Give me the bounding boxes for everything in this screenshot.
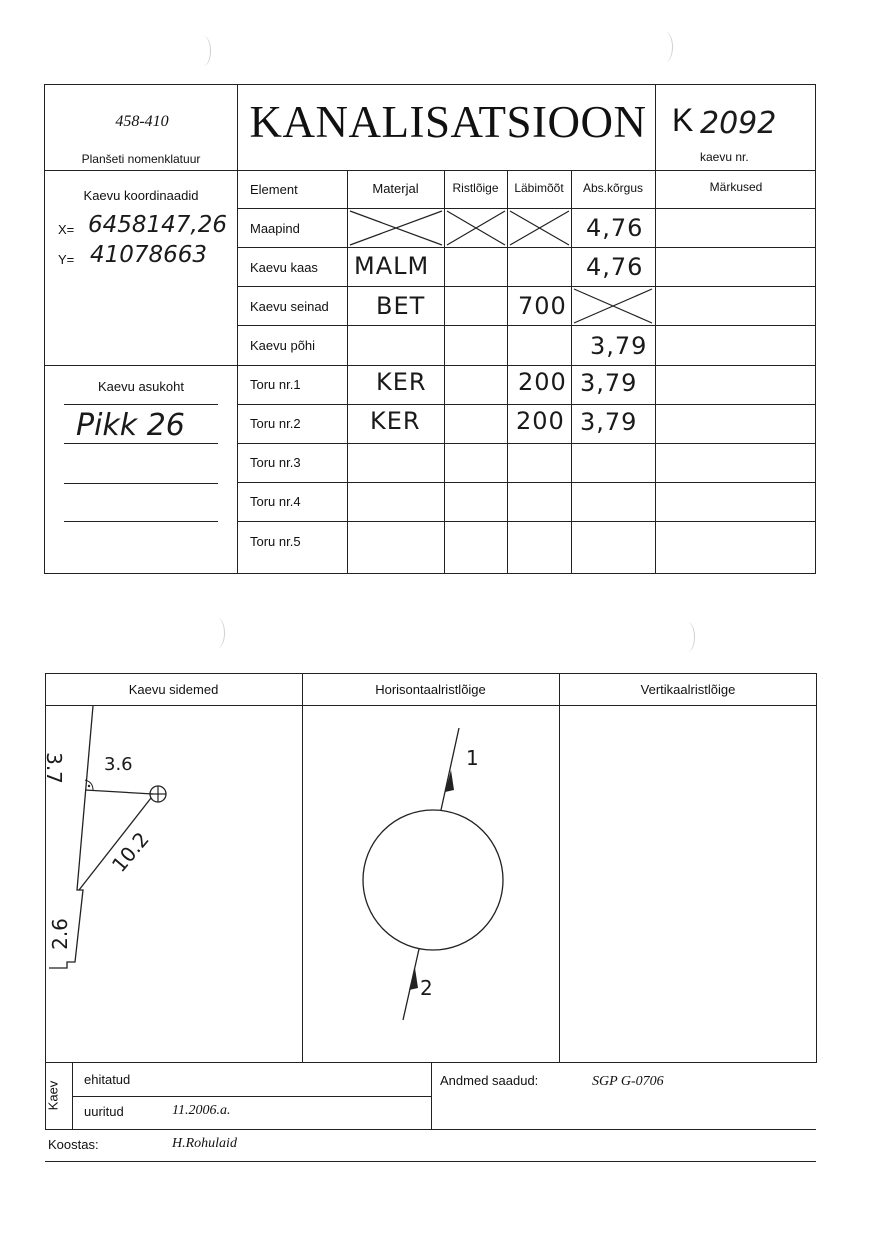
- row-abs: 3,79: [580, 408, 638, 436]
- tie-left-bottom: 2.6: [47, 918, 72, 950]
- built-label: ehitatud: [84, 1072, 131, 1087]
- maapind-cross-marks: [347, 208, 571, 248]
- location-value: Pikk 26: [76, 408, 185, 443]
- well-number: 2092: [700, 106, 777, 141]
- tie-top: 3.6: [104, 754, 133, 775]
- row-abs: 3,79: [590, 332, 648, 360]
- x-label: X=: [58, 222, 75, 237]
- surveyed-value: 11.2006.a.: [172, 1103, 231, 1118]
- panel-title-vertical: Vertikaalristlõige: [640, 682, 736, 697]
- y-value: 41078663: [90, 242, 208, 268]
- row-abs: 4,76: [586, 214, 644, 242]
- row-element: Toru nr.2: [250, 416, 301, 431]
- col-header-notes: Märkused: [709, 180, 763, 194]
- row-element: Maapind: [250, 221, 300, 236]
- row-element: Kaevu põhi: [250, 338, 316, 353]
- row-material: KER: [370, 407, 421, 435]
- panel-title-horizontal: Horisontaalristlõige: [375, 682, 486, 697]
- row-diameter: 200: [516, 407, 565, 435]
- punch-hole: [680, 622, 695, 652]
- row-material: BET: [376, 292, 426, 320]
- pipe-2-label: 2: [420, 976, 433, 1000]
- compiled-value: H.Rohulaid: [172, 1136, 237, 1151]
- row-abs: 4,76: [586, 253, 644, 281]
- col-header-element: Element: [250, 182, 298, 197]
- row-element: Kaevu seinad: [250, 299, 329, 314]
- well-label: kaevu nr.: [700, 150, 749, 164]
- coordinates-label: Kaevu koordinaadid: [83, 188, 199, 203]
- well-ties-sketch: [45, 706, 302, 1062]
- footer-side-label: Kaev: [45, 1080, 61, 1111]
- row-element: Toru nr.1: [250, 377, 301, 392]
- data-source-value: SGP G-0706: [592, 1074, 664, 1089]
- location-label: Kaevu asukoht: [97, 379, 184, 394]
- y-label: Y=: [58, 252, 75, 267]
- punch-hole: [658, 32, 673, 62]
- nomenclature-value: 458-410: [115, 113, 169, 130]
- row-material: KER: [376, 368, 427, 396]
- row-element: Kaevu kaas: [250, 260, 318, 275]
- col-header-section: Ristlõige: [452, 181, 499, 195]
- row-element: Toru nr.4: [250, 494, 301, 509]
- seinad-abs-cross-mark: [571, 286, 655, 326]
- surveyed-label: uuritud: [84, 1104, 124, 1119]
- row-diameter: 200: [518, 368, 567, 396]
- punch-hole: [210, 618, 225, 648]
- pipe-1-label: 1: [466, 746, 479, 770]
- x-value: 6458147,26: [88, 212, 228, 238]
- row-material: MALM: [354, 252, 430, 280]
- horizontal-section-sketch: [303, 706, 559, 1062]
- row-element: Toru nr.5: [250, 534, 301, 549]
- row-abs: 3,79: [580, 369, 638, 397]
- row-diameter: 700: [518, 292, 567, 320]
- tie-left-top: 3.7: [41, 752, 66, 784]
- data-source-label: Andmed saadud:: [440, 1073, 539, 1088]
- col-header-diameter: Läbimõõt: [514, 181, 564, 195]
- page-title: KANALISATSIOON: [249, 97, 647, 147]
- row-element: Toru nr.3: [250, 455, 301, 470]
- panel-title-ties: Kaevu sidemed: [128, 682, 219, 697]
- well-prefix: K: [672, 102, 694, 138]
- nomenclature-label: Planšeti nomenklatuur: [81, 152, 201, 166]
- col-header-abs: Abs.kõrgus: [582, 181, 644, 195]
- col-header-material: Materjal: [372, 181, 419, 196]
- tie-diag: 10.2: [106, 827, 154, 877]
- compiled-label: Koostas:: [48, 1137, 99, 1152]
- punch-hole: [196, 36, 211, 66]
